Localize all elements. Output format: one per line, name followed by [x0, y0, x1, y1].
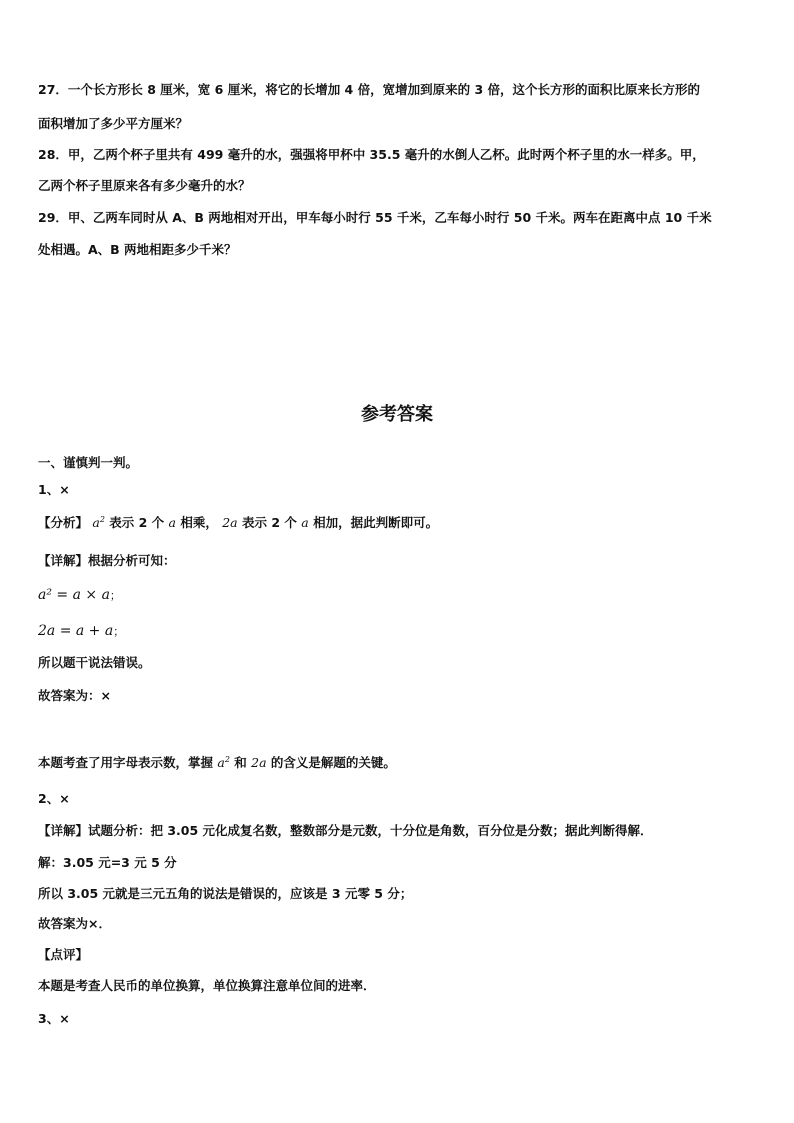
question-28-line-1: 28．甲，乙两个杯子里共有 499 毫升的水，强强将甲杯中 35.5 毫升的水倒人乙杯。此时两个杯子里的水一样多。甲， — [38, 147, 705, 162]
question-29-line-1: 29．甲、乙两车同时从 A、B 两地相对开出，甲车每小时行 55 千米，乙车每小时行 50 千米。两车在距离中点 10 千米 — [38, 210, 712, 225]
answer-2-solution: 解：3.05 元=3 元 5 分 — [38, 855, 177, 870]
math-2a: 2a — [222, 515, 238, 530]
question-29-line-2: 处相遇。A、B 两地相距多少千米？ — [38, 242, 237, 257]
section-1-heading: 一、谨慎判一判。 — [38, 455, 139, 470]
answer-1-result: 故答案为：× — [38, 688, 111, 703]
math-a: a — [168, 515, 176, 530]
analysis-text: 表示 2 个 — [109, 515, 165, 530]
answer-3-number: 3、× — [38, 1011, 70, 1026]
comment-text: 和 — [234, 755, 247, 770]
question-27-line-1: 27．一个长方形长 8 厘米，宽 6 厘米，将它的长增加 4 倍，宽增加到原来的 3 倍，这个长方形的面积比原来长方形的 — [38, 82, 701, 97]
equation-2: 2a = a + a； — [38, 623, 125, 639]
math-a-squared: $a^2$ — [217, 754, 230, 770]
answer-2-review-label: 【点评】 — [38, 947, 89, 962]
comment-text: 本题考查了用字母表示数，掌握 — [38, 755, 214, 770]
comment-text: 的含义是解题的关键。 — [270, 755, 396, 770]
answer-1-conclusion: 所以题干说法错误。 — [38, 655, 151, 670]
analysis-text: 相乘， — [180, 515, 218, 530]
math-2a: 2a — [251, 755, 267, 770]
answer-2-result: 故答案为×． — [38, 916, 111, 931]
question-27-line-2: 面积增加了多少平方厘米？ — [38, 116, 189, 131]
math-a-squared: $a^2$ — [92, 514, 105, 530]
answer-1-number: 1、× — [38, 482, 70, 497]
answer-2-review: 本题是考查人民币的单位换算，单位换算注意单位间的进率． — [38, 978, 376, 993]
equation-1: a² = a × a； — [38, 587, 121, 603]
answer-2-conclusion: 所以 3.05 元就是三元五角的说法是错误的，应该是 3 元零 5 分； — [38, 886, 413, 901]
answer-2-number: 2、× — [38, 791, 70, 806]
math-a: a — [301, 515, 309, 530]
analysis-label: 【分析】 — [38, 515, 89, 530]
answer-2-detail: 【详解】试题分析：把 3.05 元化成复名数，整数部分是元数，十分位是角数，百分位是分数；据此判断得解． — [38, 823, 653, 838]
analysis-text: 表示 2 个 — [242, 515, 297, 530]
answer-key-title: 参考答案 — [361, 404, 433, 425]
question-28-line-2: 乙两个杯子里原来各有多少毫升的水？ — [38, 178, 251, 193]
answer-1-analysis — [38, 515, 438, 531]
answer-1-detail: 【详解】根据分析可知： — [38, 553, 176, 568]
answer-1-comment — [38, 755, 396, 771]
analysis-text: 相加，据此判断即可。 — [313, 515, 439, 530]
